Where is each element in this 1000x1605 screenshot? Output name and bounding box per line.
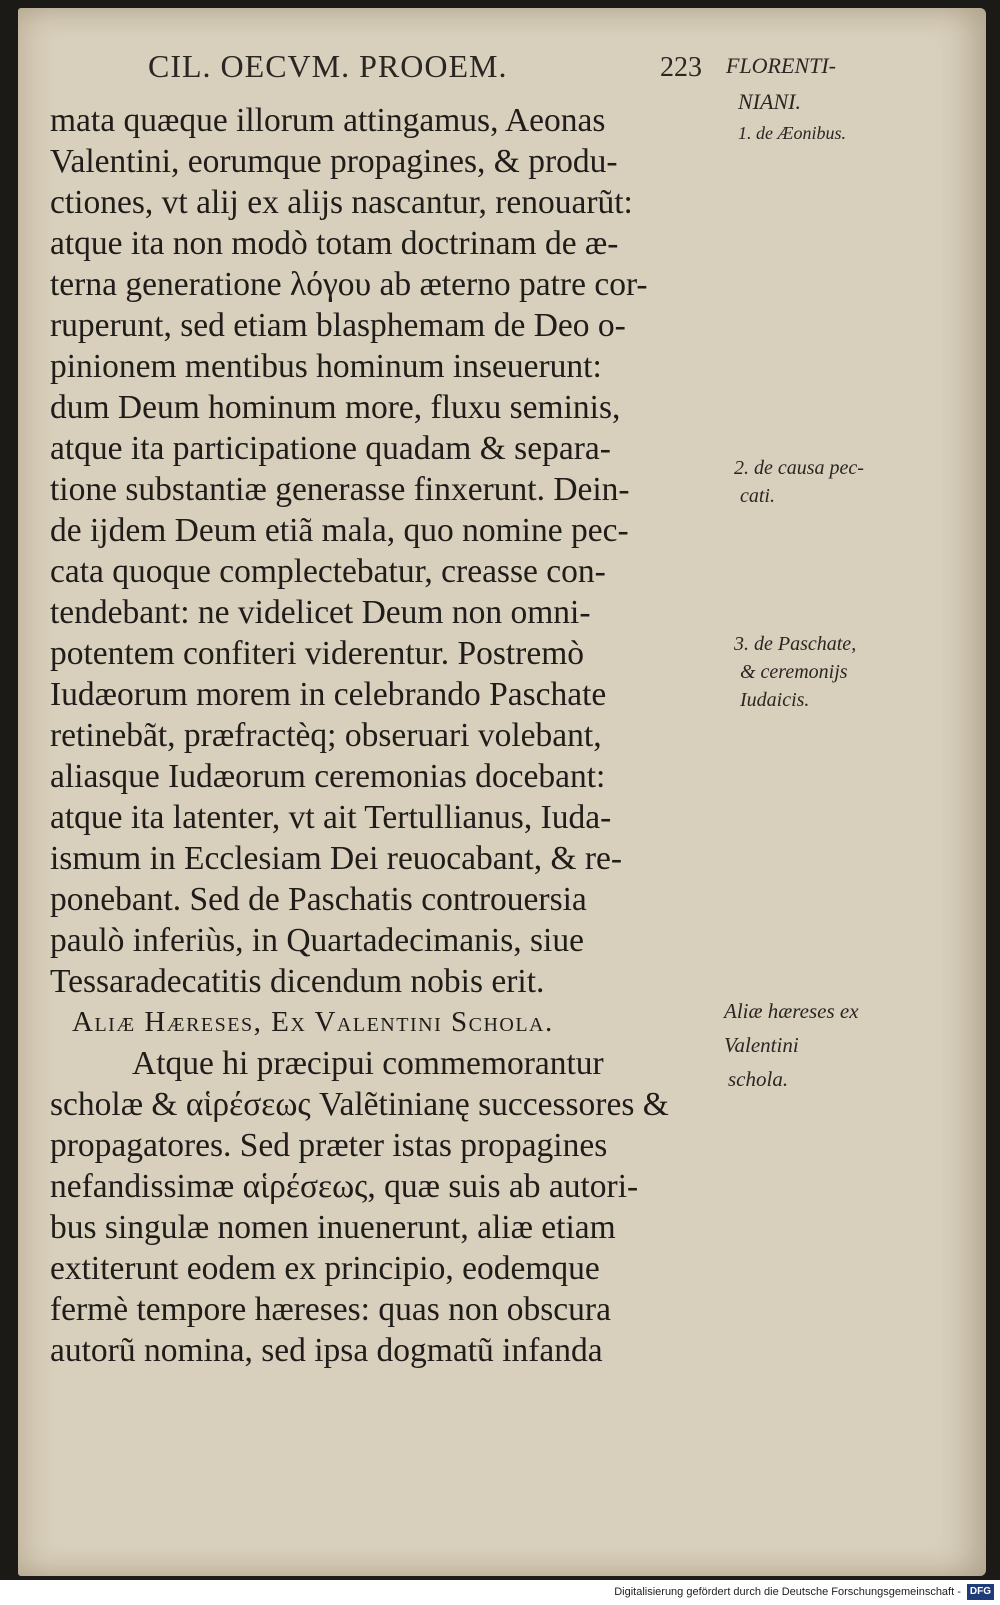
text-line: Valentini, eorumque propagines, & produ- bbox=[50, 143, 618, 180]
text-line: Atque hi præcipui commemorantur bbox=[132, 1045, 604, 1082]
text-line: ismum in Ecclesiam Dei reuocabant, & re- bbox=[50, 840, 623, 877]
marginal-note-line: Iudaicis. bbox=[740, 689, 810, 711]
marginal-note-line: 2. de causa pec- bbox=[734, 457, 864, 479]
text-line: Iudæorum morem in celebrando Paschate bbox=[50, 676, 607, 713]
text-line: tione substantiæ generasse finxerunt. Dein- bbox=[50, 471, 630, 508]
marginal-note-line: & ceremonijs bbox=[740, 661, 848, 683]
running-title: CIL. OECVM. PROOEM. bbox=[148, 48, 508, 84]
main-text-column bbox=[50, 100, 746, 1371]
text-line: nefandissimæ αἱρέσεως, quæ suis ab autori- bbox=[50, 1168, 639, 1205]
text-line: fermè tempore hæreses: quas non obscura bbox=[50, 1291, 611, 1328]
text-line: dum Deum hominum more, fluxu seminis, bbox=[50, 389, 621, 426]
text-line: atque ita participatione quadam & separa- bbox=[50, 430, 611, 467]
text-line: retinebãt, præfractèq; obseruari volebant, bbox=[50, 717, 602, 754]
text-line: Tessaradecatitis dicendum nobis erit. bbox=[50, 963, 545, 1000]
dfg-logo: DFG bbox=[967, 1584, 994, 1600]
credit-text: Digitalisierung gefördert durch die Deutsche Forschungsgemeinschaft - bbox=[614, 1586, 961, 1598]
marginal-note-line: NIANI. bbox=[738, 89, 801, 114]
text-line: de ijdem Deum etiã mala, quo nomine pec- bbox=[50, 512, 629, 549]
page-header bbox=[18, 46, 986, 94]
text-line: cata quoque complectebatur, creasse con- bbox=[50, 553, 606, 590]
text-line: tendebant: ne videlicet Deum non omni- bbox=[50, 594, 591, 631]
marginal-note-line: 3. de Paschate, bbox=[734, 633, 857, 655]
marginal-note-paschate bbox=[734, 630, 856, 714]
page-number: 223 bbox=[660, 52, 702, 83]
text-line: bus singulæ nomen inuenerunt, aliæ etiam bbox=[50, 1209, 616, 1246]
text-line: pinionem mentibus hominum inseuerunt: bbox=[50, 348, 602, 385]
marginal-note-line: FLORENTI- bbox=[726, 53, 836, 78]
text-line: ruperunt, sed etiam blasphemam de Deo o- bbox=[50, 307, 626, 344]
text-line: extiterunt eodem ex principio, eodemque bbox=[50, 1250, 600, 1287]
text-line: paulò inferiùs, in Quartadecimanis, siue bbox=[50, 922, 584, 959]
text-line: mata quæque illorum attingamus, Aeonas bbox=[50, 102, 606, 139]
text-line: terna generatione λόγου ab æterno patre cor- bbox=[50, 266, 648, 303]
marginal-note-line: schola. bbox=[728, 1067, 789, 1091]
marginal-note-line: Valentini bbox=[724, 1033, 799, 1057]
digitization-credit bbox=[0, 1580, 1000, 1605]
text-line: atque ita non modò totam doctrinam de æ- bbox=[50, 225, 619, 262]
text-line: atque ita latenter, vt ait Tertullianus, Iuda- bbox=[50, 799, 612, 836]
marginal-note-line: 1. de Æonibus. bbox=[738, 123, 846, 143]
text-line: scholæ & αἱρέσεως Valẽtinianę successores & bbox=[50, 1086, 669, 1123]
text-line: autorũ nomina, sed ipsa dogmatũ infanda bbox=[50, 1332, 603, 1369]
marginal-note-causa-peccati bbox=[734, 454, 864, 510]
text-line: aliasque Iudæorum ceremonias docebant: bbox=[50, 758, 606, 795]
text-line: ctiones, vt alij ex alijs nascantur, renouarũt: bbox=[50, 184, 633, 221]
book-page bbox=[18, 8, 986, 1576]
text-line: potentem confiteri viderentur. Postremò bbox=[50, 635, 585, 672]
section-heading: Aliæ Hæreses, Ex Valentini Schola. bbox=[72, 1006, 554, 1038]
text-line: ponebant. Sed de Paschatis controuersia bbox=[50, 881, 587, 918]
marginal-note-line: cati. bbox=[740, 485, 775, 507]
text-line: propagatores. Sed præter istas propagines bbox=[50, 1127, 608, 1164]
marginal-note-line: Aliæ hæreses ex bbox=[724, 999, 859, 1023]
